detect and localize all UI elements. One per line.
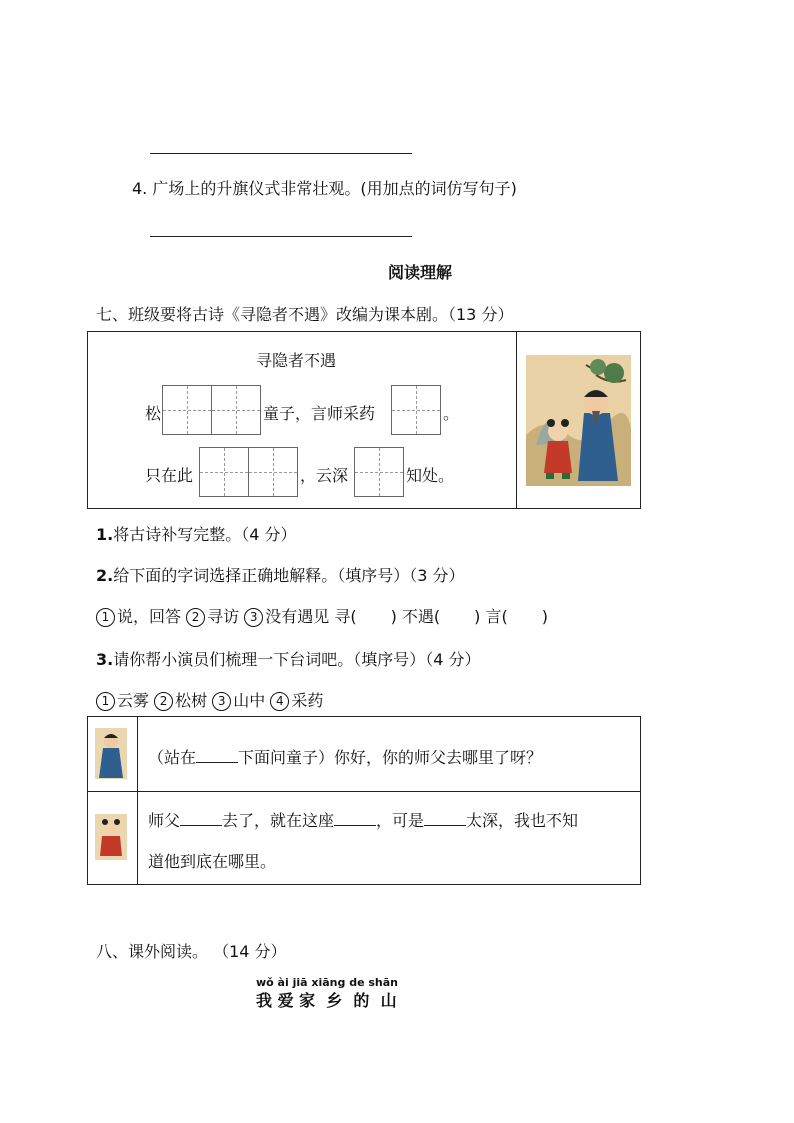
poem-illustration bbox=[526, 355, 631, 486]
option-text: 没有遇见 bbox=[265, 607, 330, 626]
paren-close: ) bbox=[541, 607, 549, 626]
option-marker: 3 bbox=[212, 692, 231, 711]
dialog1-b: 下面问童子）你好，你的师父去哪里了呀？ bbox=[238, 748, 543, 767]
answer-blank[interactable] bbox=[180, 811, 222, 826]
q7-sub1-text: 将古诗补写完整。（4 分） bbox=[113, 525, 297, 544]
section-title: 阅读理解 bbox=[388, 263, 453, 282]
option-marker: 1 bbox=[96, 692, 115, 711]
poem-title: 寻隐者不遇 bbox=[256, 351, 337, 370]
question-8-heading: 八、课外阅读。 （14 分） bbox=[96, 942, 287, 961]
poem-line1-end: 。 bbox=[443, 404, 460, 423]
q7-sub3-num: 3. bbox=[96, 650, 114, 669]
q7-sub3 bbox=[96, 647, 481, 670]
answer-blank[interactable] bbox=[334, 811, 376, 826]
char-box[interactable] bbox=[162, 385, 212, 435]
q7-sub1 bbox=[96, 522, 297, 545]
poem-line2-start: 只在此 bbox=[145, 466, 194, 485]
dialog-table-divider-h bbox=[87, 791, 641, 792]
char-box[interactable] bbox=[391, 385, 441, 435]
question-4: 4. 广场上的升旗仪式非常壮观。(用加点的词仿写句子) bbox=[132, 179, 517, 198]
option-marker: 3 bbox=[244, 608, 263, 627]
option-text: 松树 bbox=[175, 691, 208, 710]
char-box[interactable] bbox=[199, 447, 249, 497]
dialog2-b: 去了，就在这座 bbox=[222, 811, 335, 830]
option-text: 采药 bbox=[291, 691, 324, 710]
char-box[interactable] bbox=[248, 447, 298, 497]
answer-line-prev[interactable] bbox=[150, 153, 412, 154]
answer-blank[interactable] bbox=[196, 748, 238, 763]
dialog-line-2 bbox=[148, 808, 578, 831]
dialog-line-2b: 道他到底在哪里。 bbox=[148, 852, 277, 871]
poem-line2-mid: ，云深 bbox=[300, 466, 349, 485]
poem-line2-end: 知处。 bbox=[406, 466, 455, 485]
poem-line1-start: 松 bbox=[145, 404, 162, 423]
char-box[interactable] bbox=[211, 385, 261, 435]
dialog2-d: 太深，我也不知 bbox=[466, 811, 579, 830]
q7-sub1-num: 1. bbox=[96, 525, 114, 544]
child-avatar bbox=[95, 814, 127, 860]
q7-sub2-num: 2. bbox=[96, 566, 114, 585]
word-label: 寻( bbox=[334, 607, 357, 626]
poem-line1-mid: 童子，言师采药 bbox=[263, 404, 376, 423]
dialog-line-1 bbox=[148, 745, 542, 768]
scholar-avatar bbox=[95, 728, 127, 779]
option-text: 说，回答 bbox=[117, 607, 182, 626]
option-marker: 1 bbox=[96, 608, 115, 627]
q7-sub2-text: 给下面的字词选择正确地解释。（填序号）（3 分） bbox=[113, 566, 465, 585]
option-text: 寻访 bbox=[207, 607, 240, 626]
dialog-table-divider-v bbox=[137, 716, 138, 885]
paren-close: ) bbox=[474, 607, 481, 626]
reading-title: 我 爱 家 乡 的 山 bbox=[256, 991, 397, 1010]
reading-title-pinyin: wǒ ài jiā xiāng de shān bbox=[256, 976, 398, 989]
option-text: 云雾 bbox=[117, 691, 150, 710]
option-marker: 2 bbox=[186, 608, 205, 627]
poem-table-divider bbox=[516, 331, 517, 509]
q7-sub2 bbox=[96, 563, 465, 586]
dialog2-a: 师父 bbox=[148, 811, 181, 830]
q7-sub3-text: 请你帮小演员们梳理一下台词吧。（填序号）（4 分） bbox=[113, 650, 481, 669]
q7-sub2-options bbox=[96, 604, 548, 627]
paren-close: ) bbox=[390, 607, 397, 626]
dialog2-c: ，可是 bbox=[376, 811, 425, 830]
option-marker: 2 bbox=[154, 692, 173, 711]
word-label: 言( bbox=[485, 607, 508, 626]
char-box[interactable] bbox=[354, 447, 404, 497]
option-marker: 4 bbox=[270, 692, 289, 711]
answer-blank[interactable] bbox=[424, 811, 466, 826]
dialog1-a: （站在 bbox=[148, 748, 197, 767]
question-7-heading: 七、班级要将古诗《寻隐者不遇》改编为课本剧。（13 分） bbox=[96, 305, 514, 324]
answer-line-q4[interactable] bbox=[150, 236, 412, 237]
q7-sub3-options bbox=[96, 688, 323, 711]
option-text: 山中 bbox=[233, 691, 266, 710]
word-label: 不遇( bbox=[401, 607, 441, 626]
